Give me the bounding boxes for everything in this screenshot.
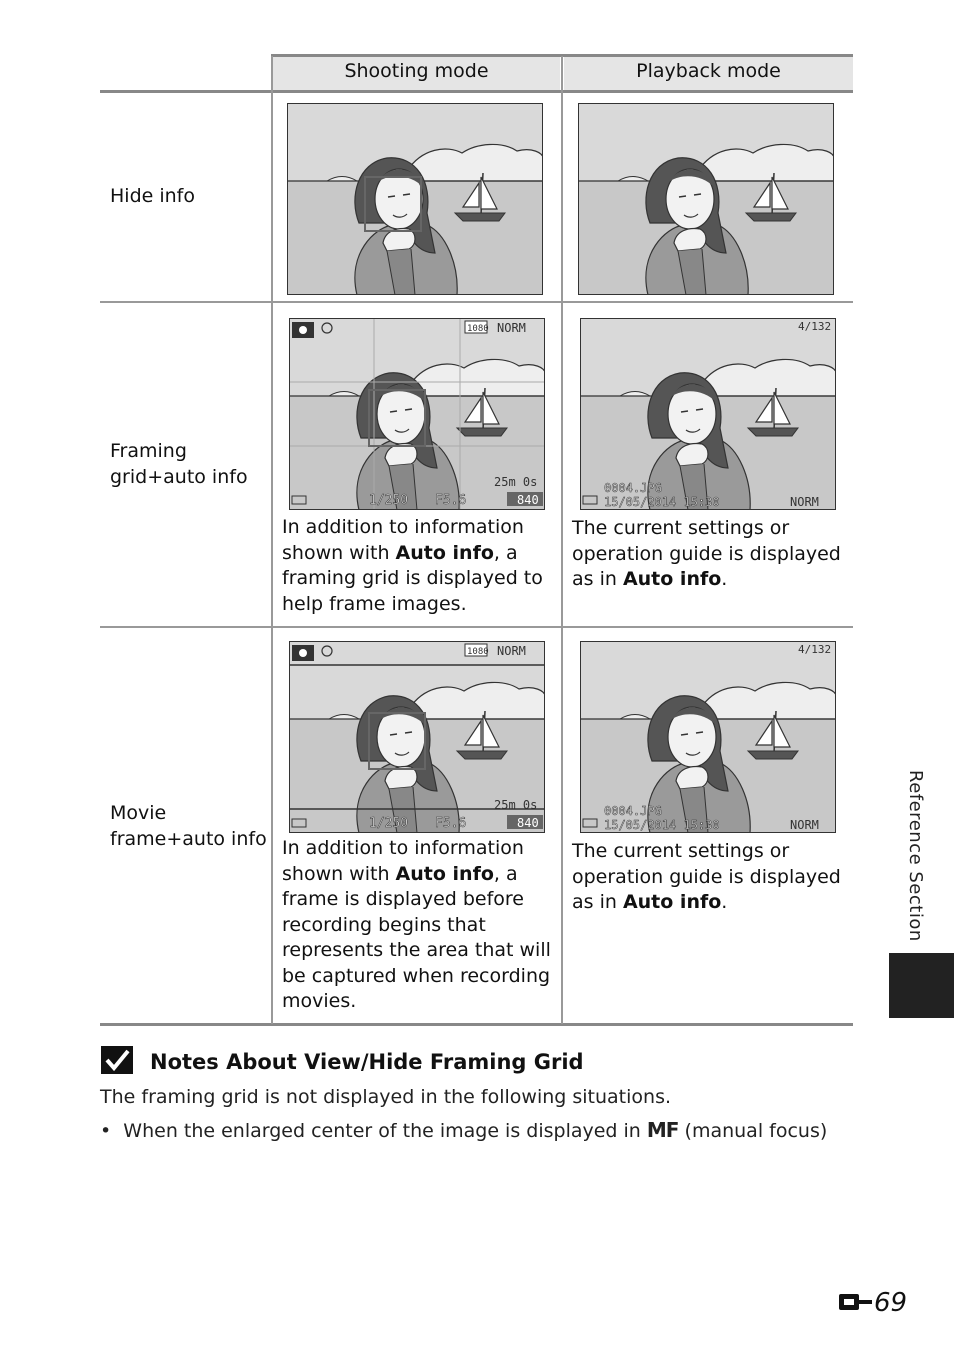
file-name-label: 0004.JPG [604,804,662,818]
caption-text: The current settings or operation guide is displayed as in [572,840,841,913]
checkmark-icon [100,1045,134,1075]
caption-bold: Auto info [395,862,494,885]
row-label-movie-frame [110,800,267,852]
quality-label: NORM [497,321,526,335]
side-tab-block [889,953,954,1018]
row-label-line: Framing [110,440,187,462]
quality-label: NORM [497,644,526,658]
row-label-line: frame+auto info [110,828,267,850]
col-rule-1 [271,56,273,1024]
aperture-label: F5.6 [435,493,467,508]
manual-focus-icon: MF [646,1118,679,1142]
caption-text: The current settings or operation guide is displayed as in [572,517,841,590]
shots-left-label: 840 [517,493,539,507]
screen-framing-grid-playback [580,318,836,510]
rule-row2 [100,626,853,628]
rule-header [100,90,853,93]
caption-movie-frame-shooting [282,836,552,1015]
caption-framing-grid-playback [572,516,842,593]
row-label-line: grid+auto info [110,466,248,488]
quality-label: NORM [790,495,819,509]
rule-bottom [100,1023,853,1026]
caption-text: . [721,891,728,913]
bullet-dot: • [100,1120,124,1142]
col-rule-2 [561,56,563,1024]
datetime-label: 15/05/2014 15:30 [604,495,720,509]
page-number-text: 69 [874,1288,908,1318]
screen-movie-frame-shooting [289,641,545,833]
movie-res-label: 1080 [467,324,489,334]
screen-hide-info-shooting [287,103,543,295]
caption-text: , a frame is displayed before recording begins that represents the area that will be captured when recording movies. [282,862,551,1012]
caption-movie-frame-playback [572,839,842,916]
frame-counter-label: 4/132 [798,320,832,333]
header-playback-mode: Playback mode [636,60,781,82]
side-tab-label: Reference Section [905,770,926,942]
caption-bold: Auto info [395,541,494,564]
bullet-text: When the enlarged center of the image is displayed in [123,1120,641,1142]
row-label-framing-grid [110,438,248,490]
reference-section-icon [838,1291,874,1313]
caption-text: , a framing grid is displayed to help frame images. [282,541,543,615]
caption-framing-grid-shooting [282,515,552,617]
row-label-line: Movie [110,802,167,824]
screen-framing-grid-shooting [289,318,545,510]
shutter-label: 1/250 [369,816,409,831]
quality-label: NORM [790,818,819,832]
caption-bold: Auto info [622,568,722,590]
caption-text: In addition to information shown with [282,837,524,885]
rule-row1 [100,301,853,303]
screen-movie-frame-playback [580,641,836,833]
remaining-time-label: 25m 0s [494,798,538,812]
bullet-text-end: (manual focus) [684,1120,828,1142]
row-label-hide-info: Hide info [110,185,195,207]
notes-intro: The framing grid is not displayed in the following situations. [100,1086,672,1108]
movie-res-label: 1080 [467,647,489,657]
screen-hide-info-playback [578,103,834,295]
caption-bold: Auto info [622,891,722,913]
shutter-label: 1/250 [369,493,409,508]
datetime-label: 15/05/2014 15:30 [604,818,720,832]
notes-bullet [100,1118,827,1142]
caption-text: In addition to information shown with [282,516,524,564]
caption-text: . [721,568,728,590]
header-shooting-mode: Shooting mode [344,60,489,82]
file-name-label: 0004.JPG [604,481,662,495]
remaining-time-label: 25m 0s [494,475,538,489]
page-number [838,1288,907,1318]
notes-title: Notes About View/Hide Framing Grid [150,1050,584,1074]
frame-counter-label: 4/132 [798,643,832,656]
aperture-label: F5.6 [435,816,467,831]
shots-left-label: 840 [517,816,539,830]
